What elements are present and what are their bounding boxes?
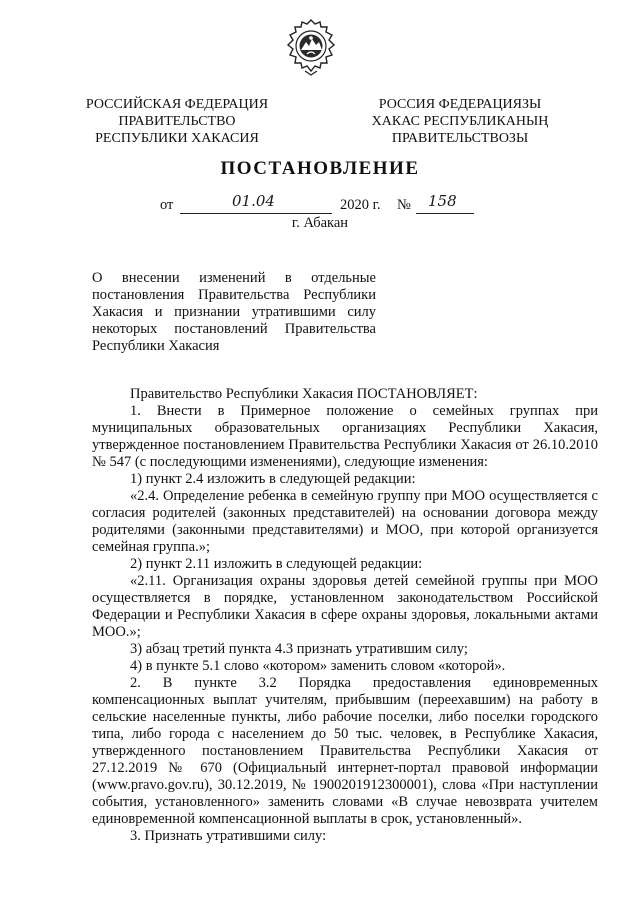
number-underline xyxy=(416,213,474,214)
body-paragraph: 1) пункт 2.4 изложить в следующей редакции: xyxy=(130,471,416,487)
subject-line: О внесении изменений в отдельные xyxy=(92,270,376,286)
handwritten-date: 01.04 xyxy=(232,192,275,210)
body-paragraph: «2.4. Определение ребенка в семейную группу при МОО осуществляется с согласия родителей (законных представителей) на основании договора между родителями (законными представителями) и МОО, при которой организуется семейная группа.»; xyxy=(92,488,598,555)
header-left-block xyxy=(84,96,270,147)
date-year: 2020 г. xyxy=(340,197,381,213)
date-prefix: от xyxy=(160,197,174,213)
header-right-line: РОССИЯ ФЕДЕРАЦИЯЗЫ xyxy=(378,97,542,112)
header-right-line: ХАКАС РЕСПУБЛИКАНЫҢ xyxy=(371,114,549,129)
body-paragraph: Правительство Республики Хакасия ПОСТАНОВЛЯЕТ: xyxy=(130,386,478,402)
subject-line: некоторых постановлений Правительства xyxy=(92,321,376,337)
header-right-line: ПРАВИТЕЛЬСТВОЗЫ xyxy=(391,131,529,146)
document-body xyxy=(92,386,598,845)
body-paragraph: «2.11. Организация охраны здоровья детей семейной группы при МОО осуществляется в порядке, установленном законодательством Российской Федерации и Республики Хакасия в сфере охраны здоровья, локальными актами МОО.»; xyxy=(92,573,598,640)
header-left-line: РЕСПУБЛИКИ ХАКАСИЯ xyxy=(95,131,259,146)
header-left-line: РОССИЙСКАЯ ФЕДЕРАЦИЯ xyxy=(85,97,269,112)
body-paragraph: 3) абзац третий пункта 4.3 признать утратившим силу; xyxy=(130,641,468,657)
coat-of-arms-emblem xyxy=(285,18,337,76)
header-right-block xyxy=(366,96,554,147)
body-paragraph: 3. Признать утратившими силу: xyxy=(130,828,327,844)
document-title: ПОСТАНОВЛЕНИЕ xyxy=(220,158,420,179)
subject-block xyxy=(92,270,376,355)
subject-line: Хакасия и признании утратившими силу xyxy=(92,304,376,320)
city-line: г. Абакан xyxy=(291,215,349,231)
subject-line: постановления Правительства Республики xyxy=(92,287,376,303)
body-paragraph: 2. В пункте 3.2 Порядка предоставления единовременных компенсационных выплат учителям, прибывшим (переехавшим) на работу в сельские населенные пункты, либо рабочие поселки, либо поселки городского типа, либо города с населением до 50 тыс. человек, в Республике Хакасия, утвержденного постановлением Правительства Республики Хакасия от 27.12.2019 № 670 (Официальный интернет-портал правовой информации (www.pravo.gov.ru), 30.12.2019, № 1900201912300001), слова «При наступлении события, установленного» заменить словами «В случае невозврата учителем единовременной компенсационной выплаты в срок, установленный». xyxy=(92,675,598,827)
handwritten-number: 158 xyxy=(428,192,457,210)
date-underline xyxy=(180,213,332,214)
date-number-line xyxy=(160,192,500,217)
subject-line: Республики Хакасия xyxy=(92,338,220,354)
number-sign: № xyxy=(397,197,411,213)
body-paragraph: 1. Внести в Примерное положение о семейных группах при муниципальных образовательных организациях Республики Хакасия, утвержденное постановлением Правительства Республики Хакасия от 26.10.2010 № 547 (с последующими изменениями), следующие изменения: xyxy=(92,403,598,470)
body-paragraph: 4) в пункте 5.1 слово «котором» заменить словом «которой». xyxy=(130,658,506,674)
body-paragraph: 2) пункт 2.11 изложить в следующей редакции: xyxy=(130,556,423,572)
header-left-line: ПРАВИТЕЛЬСТВО xyxy=(118,114,236,129)
